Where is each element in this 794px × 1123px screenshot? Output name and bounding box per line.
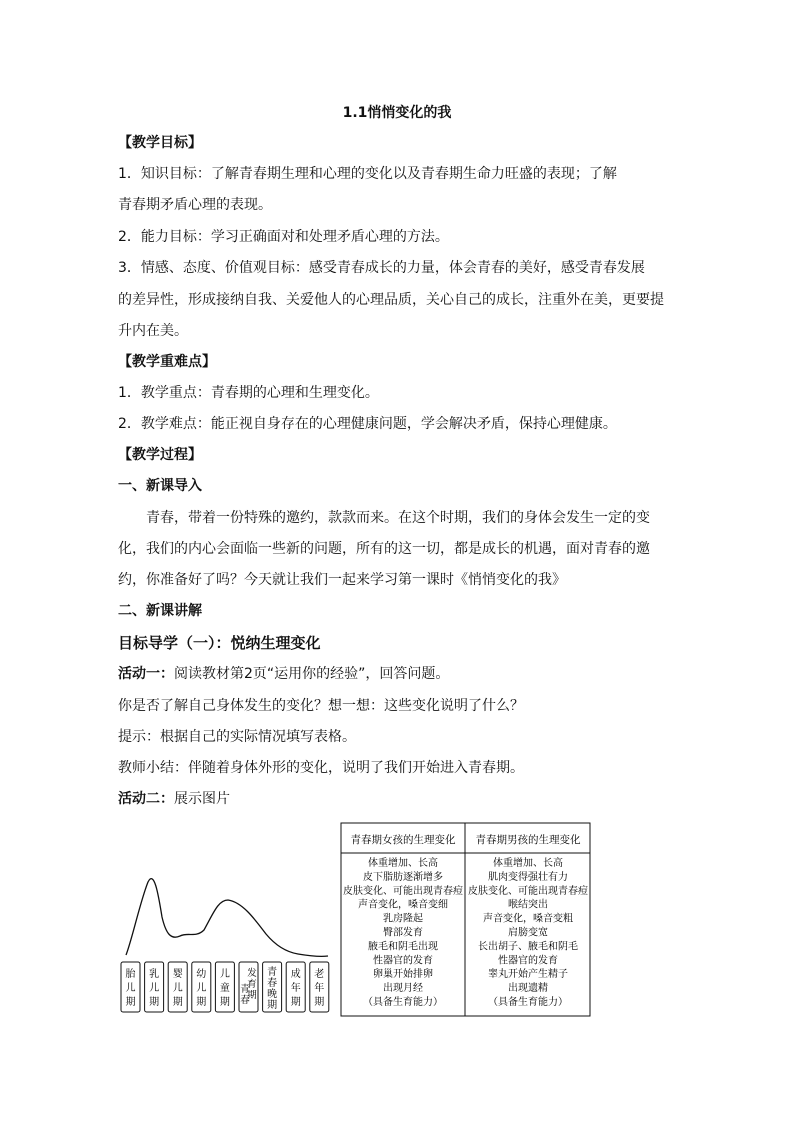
guide-heading-1: 目标导学（一）：悦纳生理变化	[118, 634, 321, 652]
boy-change-item: 性器官的发育	[498, 955, 558, 967]
stage-box	[121, 962, 140, 1012]
boy-change-item: 长出胡子、腋毛和阴毛	[478, 941, 578, 953]
goal-emotion-line1: 3．情感、态度、价值观目标：感受青春成长的力量，体会青春的美好，感受青春发展	[118, 260, 645, 276]
stage-label: 青春晚期	[267, 967, 278, 1011]
girl-change-item: 声音变化，嗓音变细	[358, 899, 448, 911]
stage-box	[145, 962, 164, 1012]
activity-1-text: 阅读教材第2页“运用你的经验”，回答问题。	[174, 666, 450, 682]
table-header-girls: 青春期女孩的生理变化	[350, 834, 456, 846]
stage-label: 发育期	[247, 968, 257, 1001]
section-heading-goals: 【教学目标】	[118, 135, 202, 151]
growth-stage-figure	[118, 872, 333, 1017]
activity-2	[118, 789, 678, 809]
question-1: 你是否了解自己身体发生的变化？想一想：这些变化说明了什么？	[118, 698, 524, 714]
girl-change-item: 皮肤变化、可能出现青春痘	[343, 885, 463, 897]
part-heading-lesson: 二、新课讲解	[118, 603, 202, 619]
stage-box	[215, 962, 234, 1012]
boy-change-item: 肌肉变得强壮有力	[488, 871, 568, 883]
teacher-summary: 教师小结：伴随着身体外形的变化，说明了我们开始进入青春期。	[118, 760, 524, 776]
girl-change-item: 性器官的发育	[373, 955, 433, 967]
boy-change-item: 出现遗精	[508, 983, 548, 995]
goal-emotion-line2: 的差异性，形成接纳自我、关爱他人的心理品质，关心自己的成长，注重外在美，更要提	[118, 292, 664, 308]
boy-change-item: 皮肤变化、可能出现青春痘	[468, 885, 588, 897]
stage-label: 乳儿期	[149, 969, 160, 1008]
stage-label: 胎儿期	[125, 969, 136, 1008]
physiology-change-table	[340, 822, 592, 1018]
activity-1	[118, 664, 678, 684]
stage-box	[168, 962, 187, 1012]
stage-box	[310, 962, 329, 1012]
goal-knowledge-line2: 青春期矛盾心理的表现。	[118, 197, 272, 213]
goal-emotion-line3: 升内在美。	[118, 323, 188, 339]
boy-change-item: （具备生育能力）	[488, 997, 568, 1008]
intro-paragraph-line2: 化，我们的内心会面临一些新的问题，所有的这一切，都是成长的机遇，面对青春的邀	[118, 541, 650, 557]
stage-label: 儿童期	[219, 969, 230, 1008]
boy-change-item: 肩膀变宽	[508, 927, 548, 939]
activity-2-text: 展示图片	[174, 791, 230, 807]
stage-label: 幼儿期	[196, 969, 207, 1008]
girl-change-item: （具备生育能力）	[363, 997, 443, 1008]
stage-box	[263, 962, 282, 1012]
part-heading-intro: 一、新课导入	[118, 478, 202, 494]
intro-paragraph-line3: 约，你准备好了吗？今天就让我们一起来学习第一课时《悄悄变化的我》	[118, 572, 566, 588]
girl-change-item: 皮下脂肪逐渐增多	[363, 871, 443, 883]
girl-change-item: 臀部发育	[383, 927, 423, 939]
girl-change-item: 乳房隆起	[383, 913, 423, 925]
boy-change-item: 体重增加、长高	[493, 858, 563, 869]
goal-knowledge-line1: 1．知识目标：了解青春期生理和心理的变化以及青春期生命力旺盛的表现；了解	[118, 166, 617, 182]
section-heading-key-points: 【教学重难点】	[118, 354, 216, 370]
stage-label: 婴儿期	[172, 969, 183, 1008]
girl-change-item: 出现月经	[383, 983, 423, 995]
stage-box	[192, 962, 211, 1012]
stage-box	[286, 962, 305, 1012]
hint-text: 提示：根据自己的实际情况填写表格。	[118, 729, 356, 745]
stage-label: 青春	[240, 984, 250, 1006]
girl-change-item: 卵巢开始排卵	[373, 969, 433, 981]
table-header-boys: 青春期男孩的生理变化	[475, 834, 581, 846]
intro-paragraph-line1: 青春，带着一份特殊的邀约，款款而来。在这个时期，我们的身体会发生一定的变	[146, 510, 650, 526]
activity-1-label: 活动一：	[118, 666, 174, 682]
difficult-point: 2．教学难点：能正视自身存在的心理健康问题，学会解决矛盾，保持心理健康。	[118, 416, 617, 432]
girl-change-item: 腋毛和阴毛出现	[368, 941, 438, 953]
section-heading-process: 【教学过程】	[118, 447, 202, 463]
stage-label: 老年期	[314, 969, 325, 1008]
boy-change-item: 声音变化，嗓音变粗	[483, 913, 573, 925]
boy-change-item: 睾丸开始产生精子	[488, 969, 568, 981]
stage-box	[239, 962, 258, 1012]
girl-change-item: 体重增加、长高	[368, 858, 438, 869]
activity-2-label: 活动二：	[118, 791, 174, 807]
growth-curve	[126, 879, 328, 957]
key-point: 1．教学重点：青春期的心理和生理变化。	[118, 385, 379, 401]
page-title: 1.1悄悄变化的我	[342, 105, 452, 121]
stage-label: 成年期	[290, 969, 301, 1008]
goal-ability: 2．能力目标：学习正确面对和处理矛盾心理的方法。	[118, 229, 449, 245]
boy-change-item: 喉结突出	[508, 899, 548, 911]
